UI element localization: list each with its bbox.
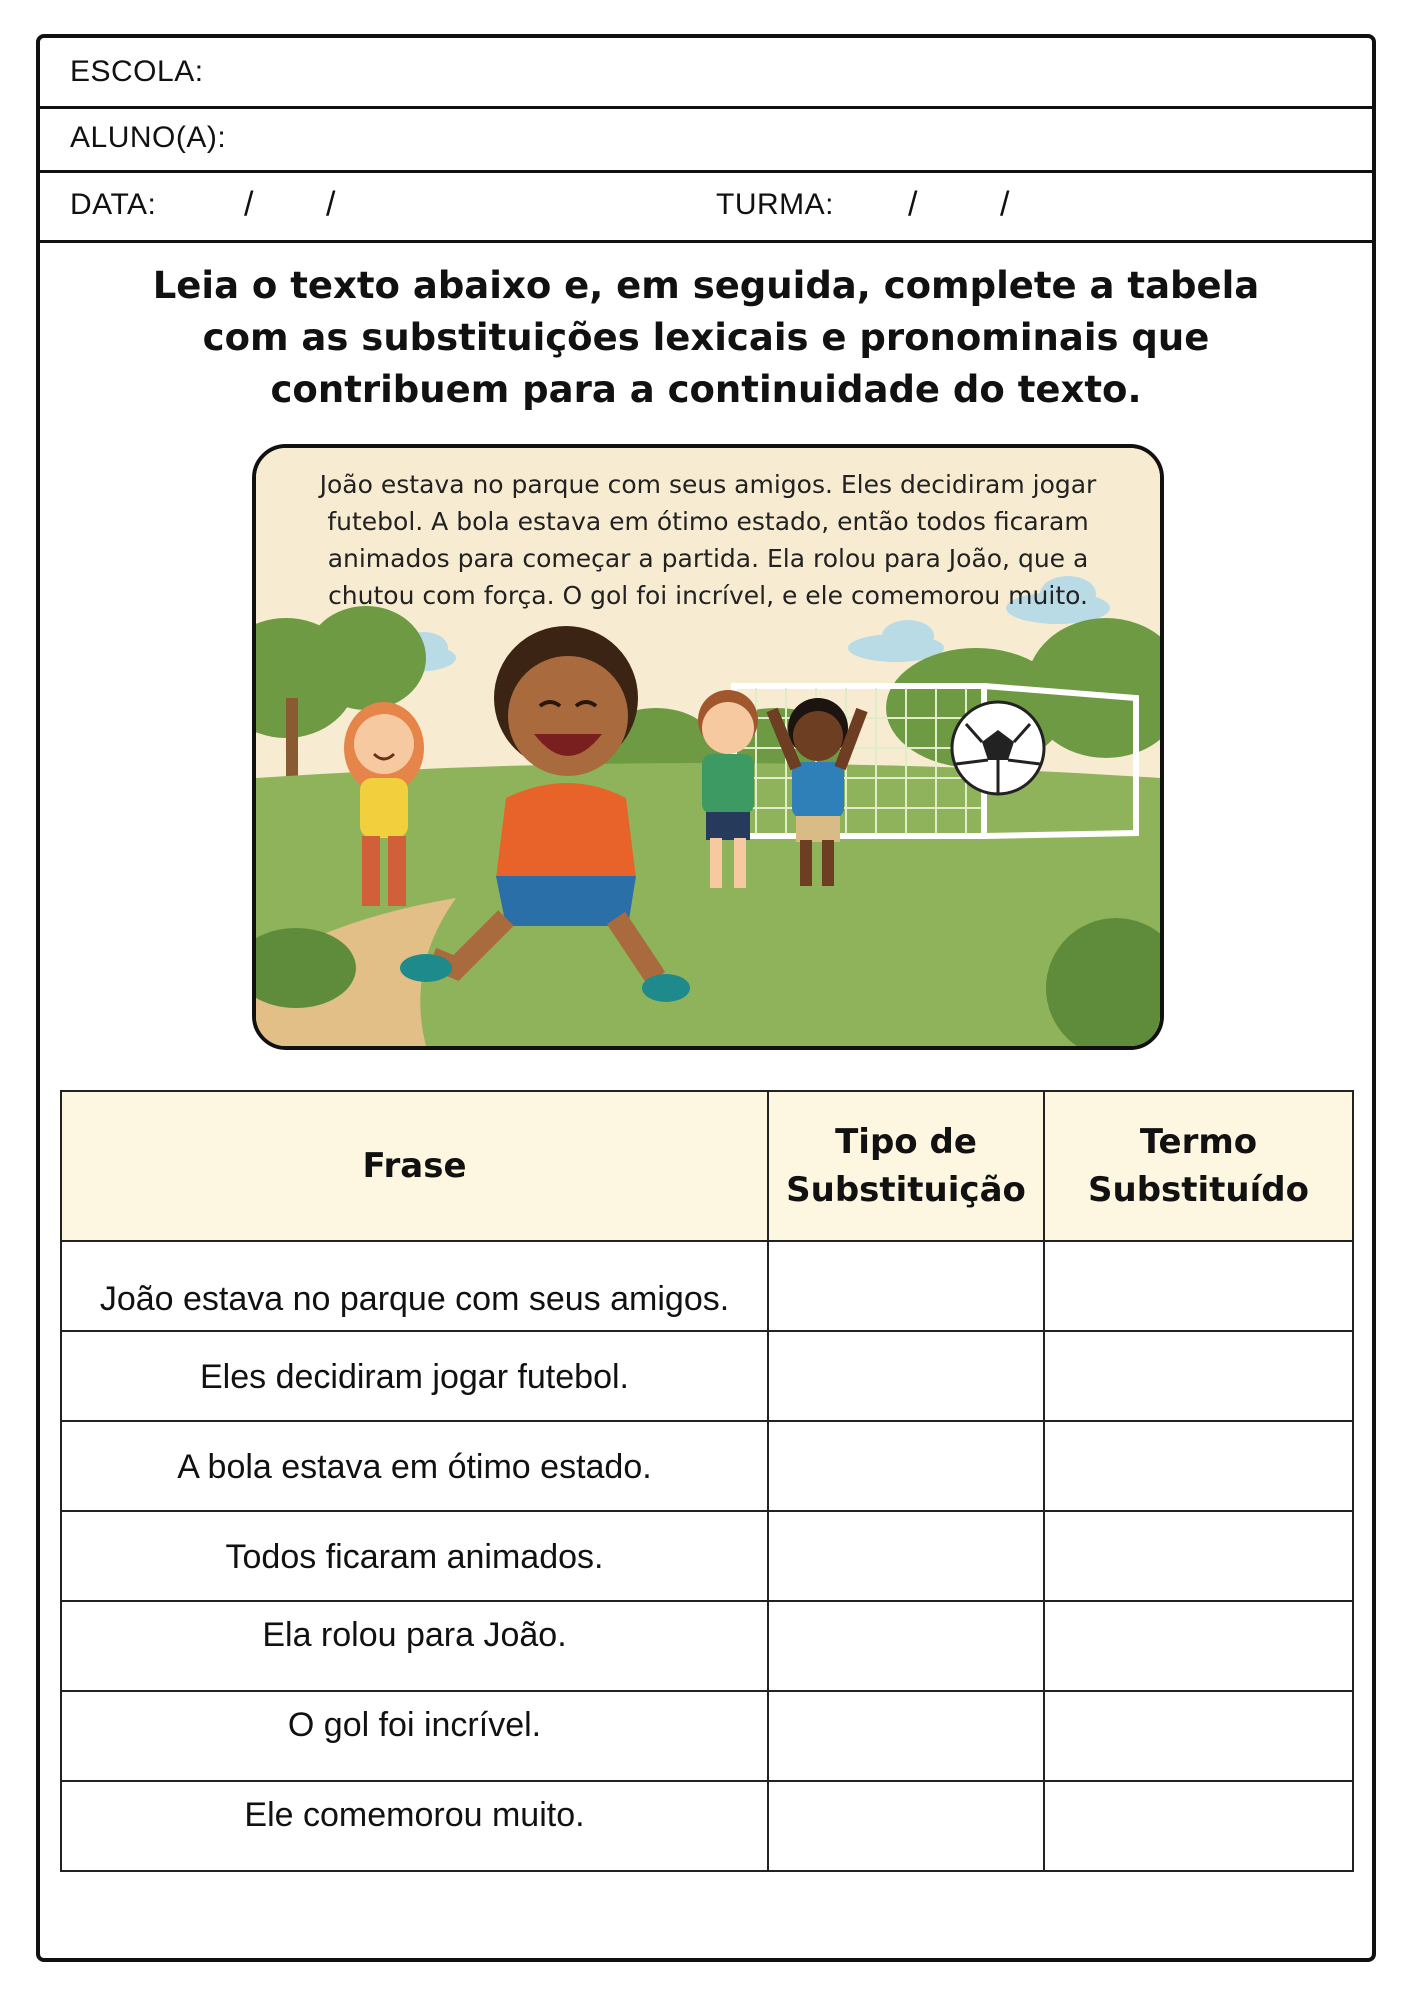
story-text: João estava no parque com seus amigos. Eles decidiram jogar futebol. A bola estava em ótimo estado, então todos ficaram animados para começar a partida. Ela rolou para João, que a chutou com força. O gol foi incrível, e ele comemorou muito.: [319, 470, 1097, 610]
header-frase: Frase: [61, 1091, 768, 1241]
tipo-answer-cell[interactable]: [768, 1241, 1044, 1331]
table-row: [61, 1511, 1353, 1601]
story-illustration: [252, 444, 1164, 1050]
sentence-cell: Ele comemorou muito.: [61, 1781, 768, 1871]
date-slash-2: /: [326, 185, 336, 224]
table-row: [61, 1691, 1353, 1781]
school-label: ESCOLA:: [70, 55, 204, 88]
table-row: [61, 1601, 1353, 1691]
tipo-answer-cell[interactable]: [768, 1331, 1044, 1421]
table-row: [61, 1421, 1353, 1511]
school-row[interactable]: [40, 38, 1372, 109]
tipo-answer-cell[interactable]: [768, 1511, 1044, 1601]
header-termo: Termo Substituído: [1044, 1091, 1353, 1241]
tipo-answer-cell[interactable]: [768, 1421, 1044, 1511]
sentence-cell: Eles decidiram jogar futebol.: [61, 1331, 768, 1421]
sentence-cell: O gol foi incrível.: [61, 1691, 768, 1781]
worksheet: [36, 34, 1376, 1962]
student-row[interactable]: [40, 106, 1372, 173]
sentence-cell: Todos ficaram animados.: [61, 1511, 768, 1601]
tipo-answer-cell[interactable]: [768, 1781, 1044, 1871]
class-slash-2: /: [1000, 185, 1010, 224]
sentence-cell: Ela rolou para João.: [61, 1601, 768, 1691]
substitution-table: [60, 1090, 1354, 1872]
instruction-text: Leia o texto abaixo e, em seguida, complete a tabela com as substituições lexicais e pronominais que contribuem para a continuidade do texto.: [152, 264, 1260, 411]
date-slash-1: /: [244, 185, 254, 224]
table-row: [61, 1781, 1353, 1871]
tipo-answer-cell[interactable]: [768, 1691, 1044, 1781]
termo-answer-cell[interactable]: [1044, 1601, 1353, 1691]
soccer-ball-icon: [952, 702, 1044, 794]
termo-answer-cell[interactable]: [1044, 1241, 1353, 1331]
header-tipo: Tipo de Substituição: [768, 1091, 1044, 1241]
student-label: ALUNO(A):: [70, 121, 227, 154]
termo-answer-cell[interactable]: [1044, 1691, 1353, 1781]
table-header-row: [61, 1091, 1353, 1241]
tipo-answer-cell[interactable]: [768, 1601, 1044, 1691]
date-class-row[interactable]: [40, 170, 1372, 243]
table-row: [61, 1331, 1353, 1421]
termo-answer-cell[interactable]: [1044, 1421, 1353, 1511]
class-slash-1: /: [908, 185, 918, 224]
termo-answer-cell[interactable]: [1044, 1331, 1353, 1421]
table-row: [61, 1241, 1353, 1331]
class-label: TURMA:: [716, 188, 834, 221]
sentence-cell: João estava no parque com seus amigos.: [61, 1241, 768, 1331]
termo-answer-cell[interactable]: [1044, 1511, 1353, 1601]
termo-answer-cell[interactable]: [1044, 1781, 1353, 1871]
sentence-cell: A bola estava em ótimo estado.: [61, 1421, 768, 1511]
date-label: DATA:: [70, 188, 157, 221]
